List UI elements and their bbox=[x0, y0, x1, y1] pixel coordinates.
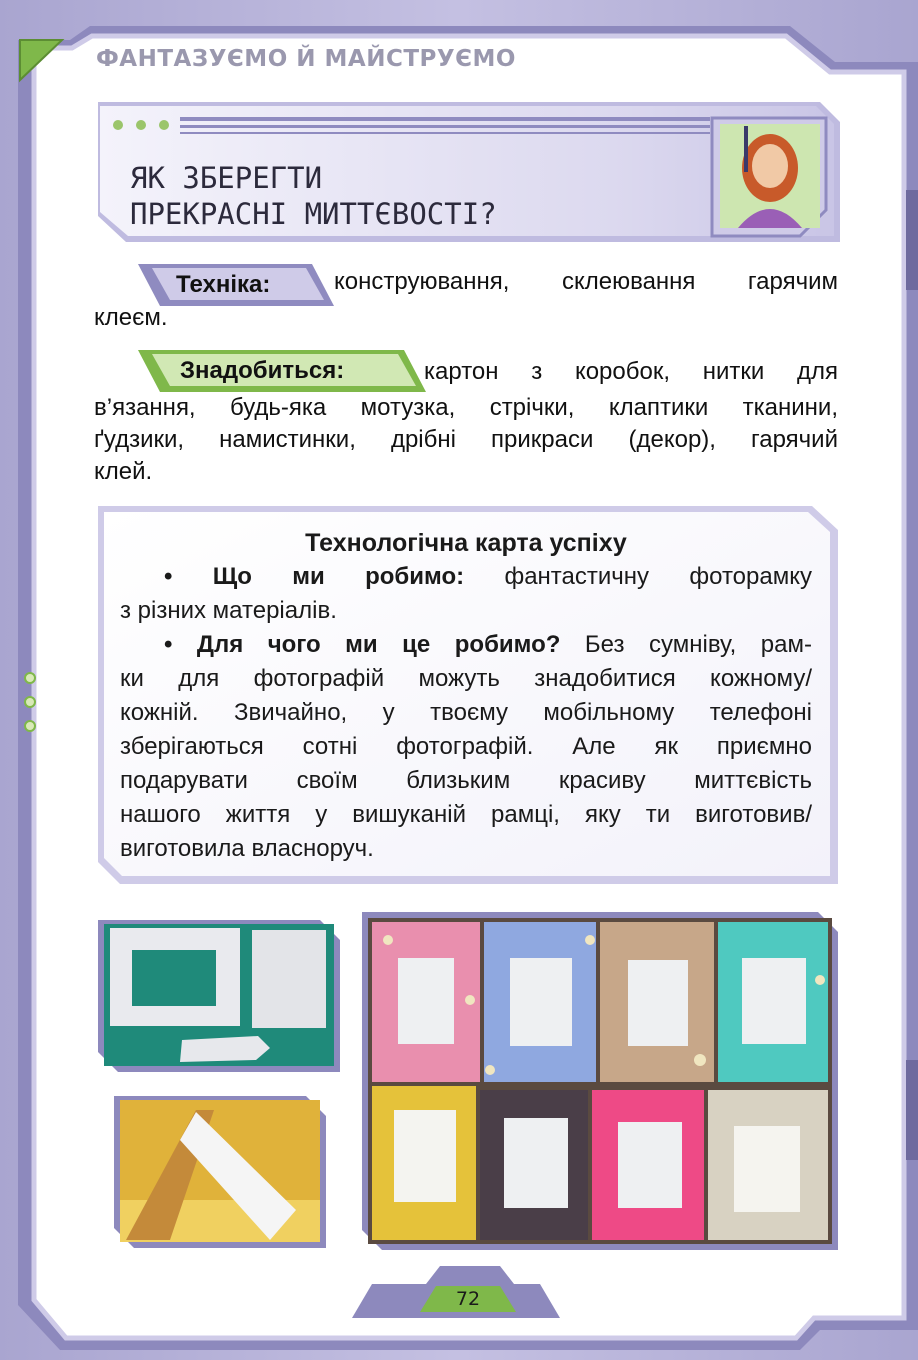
decorated-frames-photo bbox=[368, 918, 832, 1244]
materials-line3: ґудзики, намистинки, дрібні прикраси (декор), гарячий bbox=[94, 426, 838, 453]
success-card-title: Технологічна карта успіху bbox=[305, 529, 627, 557]
page-number: 72 bbox=[455, 1288, 481, 1310]
technique-text: конструювання, склеювання гарячим bbox=[334, 268, 838, 295]
what-we-do bbox=[120, 560, 812, 594]
materials-line2: в’язання, будь-яка мотузка, стрічки, клаптики тканини, bbox=[94, 394, 838, 421]
cardboard-cutouts-photo bbox=[104, 924, 334, 1066]
why-we-do-label: • Для чого ми це робимо? bbox=[164, 631, 561, 658]
materials-line4: клей. bbox=[94, 458, 153, 485]
materials-label: Знадобиться: bbox=[180, 357, 345, 384]
technique-label: Техніка: bbox=[176, 271, 271, 298]
what-we-do-label: • Що ми робимо: bbox=[164, 563, 465, 590]
technique-text-rest: клеєм. bbox=[94, 304, 168, 331]
success-card bbox=[120, 526, 812, 866]
page-title-line2: ПРЕКРАСНІ МИТТЄВОСТІ? bbox=[130, 197, 497, 231]
frame-stand-photo bbox=[120, 1100, 320, 1242]
why-line5: подарувати своїм близьким красиву миттєвість bbox=[120, 767, 812, 794]
what-we-do-text: фантастичну фоторамку bbox=[464, 563, 812, 590]
why-line2: ки для фотографій можуть знадобитися кожному/ bbox=[120, 665, 812, 692]
page-title-line1: ЯК ЗБЕРЕГТИ bbox=[130, 161, 323, 195]
why-line4: зберігаються сотні фотографій. Але як приємно bbox=[120, 733, 812, 760]
why-line3: кожній. Звичайно, у твоєму мобільному телефоні bbox=[120, 699, 812, 726]
materials-text: картон з коробок, нитки для bbox=[424, 358, 838, 385]
why-we-do bbox=[120, 628, 812, 662]
why-line6: нашого життя у вишуканій рамці, яку ти виготовив/ bbox=[120, 801, 812, 828]
why-line7: виготовила власноруч. bbox=[120, 835, 374, 862]
why-we-do-text: Без сумніву, рам- bbox=[560, 631, 812, 658]
what-we-do-rest: з різних матеріалів. bbox=[120, 597, 337, 624]
section-header: ФАНТАЗУЄМО Й МАЙСТРУЄМО bbox=[96, 46, 516, 72]
